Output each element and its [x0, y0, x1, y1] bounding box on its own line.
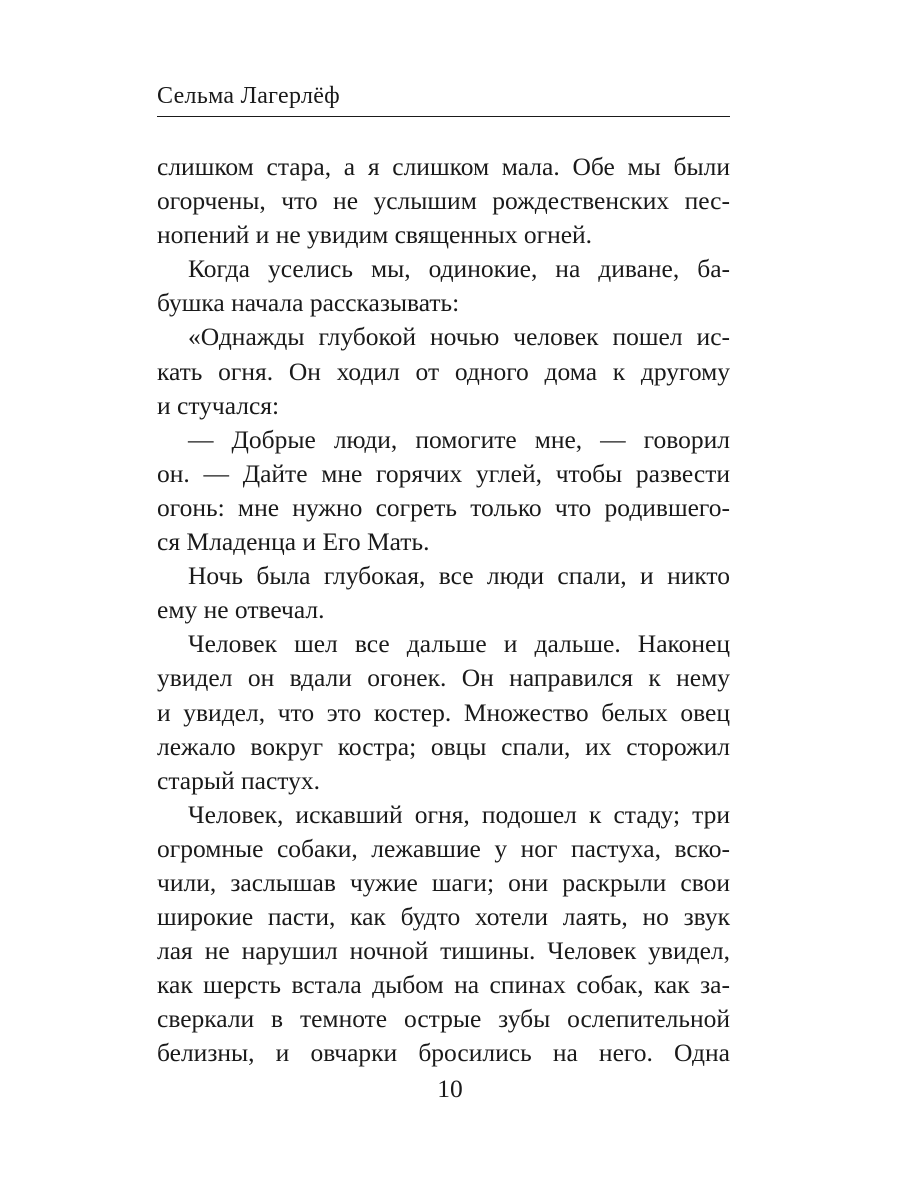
text-line: белизны, и овчарки бросились на него. Одна — [157, 1038, 730, 1068]
text-line: кать огня. Он ходил от одного дома к другому — [157, 356, 730, 386]
text-line: широкие пасти, как будто хотели лаять, но звук — [157, 902, 730, 932]
author-name: Сельма Лагерлёф — [157, 83, 341, 109]
text-line: огромные собаки, лежавшие у ног пастуха, вско- — [157, 833, 730, 863]
text-line: Ночь была глубокая, все люди спали, и никто — [188, 561, 730, 591]
text-line: слишком стара, а я слишком мала. Обе мы были — [157, 152, 730, 181]
text-line: Человек шел все дальше и дальше. Наконец — [188, 629, 730, 659]
running-header — [157, 82, 730, 117]
text-line: лежало вокруг костра; овцы спали, их сторожил — [157, 731, 730, 761]
text-line: ему не отвечал. — [157, 595, 325, 625]
body-text — [157, 150, 730, 1071]
text-line: чили, заслышав чужие шаги; они раскрыли свои — [157, 867, 730, 897]
text-line: лая не нарушил ночной тишины. Человек увидел, — [157, 936, 730, 966]
text-line: бушка начала рассказывать: — [157, 288, 460, 318]
text-line: и стучался: — [157, 390, 280, 420]
text-line: нопений и не увидим священных огней. — [157, 220, 593, 250]
text-line: Человек, искавший огня, подошел к стаду; три — [188, 799, 730, 829]
text-line: «Однажды глубокой ночью человек пошел ис- — [188, 322, 730, 352]
text-line: как шерсть встала дыбом на спинах собак, как за- — [157, 970, 730, 1000]
page-number: 10 — [437, 1074, 463, 1103]
text-line: сверкали в темноте острые зубы ослепительной — [157, 1004, 730, 1034]
text-line: огорчены, что не услышим рождественских пес- — [157, 186, 730, 216]
text-line: и увидел, что это костер. Множество белых овец — [157, 697, 730, 727]
text-line: он. — Дайте мне горячих углей, чтобы развести — [157, 458, 730, 488]
text-line: ся Младенца и Его Мать. — [157, 527, 430, 557]
text-line: увидел он вдали огонек. Он направился к нему — [157, 663, 730, 693]
text-line: Когда уселись мы, одинокие, на диване, ба- — [188, 254, 730, 284]
text-line: — Добрые люди, помогите мне, — говорил — [188, 424, 730, 454]
text-line: старый пастух. — [157, 765, 320, 795]
text-line: огонь: мне нужно согреть только что родившего- — [157, 492, 730, 522]
